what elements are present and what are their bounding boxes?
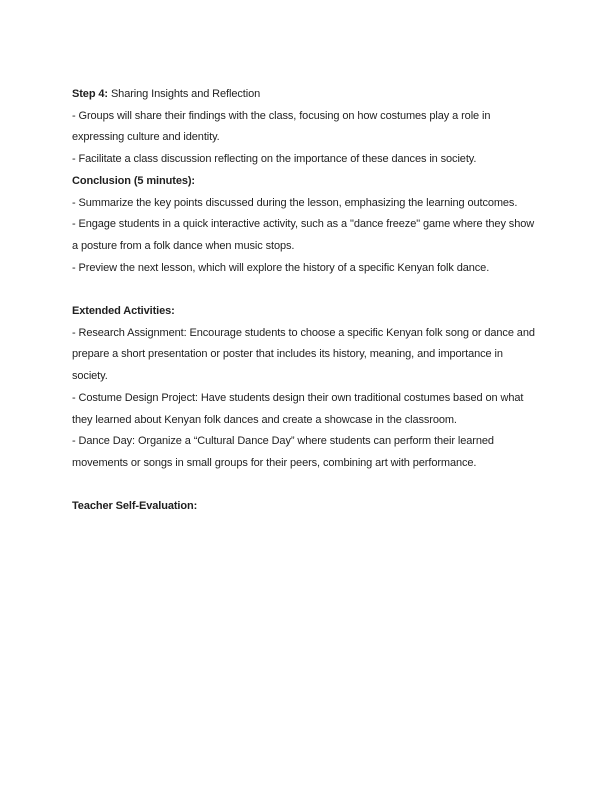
body-line — [72, 366, 540, 388]
body-line — [72, 344, 540, 366]
body-line — [72, 127, 540, 149]
body-line — [72, 410, 540, 432]
text-run: - Summarize the key points discussed during the lesson, emphasizing the learning outcomes. — [72, 196, 518, 209]
text-run: prepare a short presentation or poster that includes its history, meaning, and importance in — [72, 348, 503, 361]
text-run: - Groups will share their findings with the class, focusing on how costumes play a role in — [72, 109, 491, 122]
text-run: - Dance Day: Organize a “Cultural Dance Day” where students can perform their learned — [72, 435, 494, 448]
body-line — [72, 453, 540, 475]
blank-line — [72, 279, 540, 301]
body-line — [72, 236, 540, 258]
text-run: Sharing Insights and Reflection — [107, 88, 261, 100]
bold-text-run: Teacher Self-Evaluation: — [72, 500, 198, 513]
blank-line — [72, 475, 540, 497]
text-run: - Engage students in a quick interactive activity, such as a "dance freeze" game where they show — [72, 218, 535, 231]
text-run: - Facilitate a class discussion reflecting on the importance of these dances in society. — [72, 153, 477, 166]
text-run: expressing culture and identity. — [72, 131, 220, 144]
bold-text-run: Extended Activities: — [72, 305, 175, 318]
lesson-plan-text-block — [72, 84, 540, 518]
body-line — [72, 149, 540, 171]
text-run: society. — [72, 370, 108, 383]
text-run: - Research Assignment: Encourage students to choose a specific Kenyan folk song or dance and — [72, 326, 535, 339]
step4-heading-line — [72, 84, 540, 106]
text-run: they learned about Kenyan folk dances and create a showcase in the classroom. — [72, 413, 457, 426]
extended-activities-heading-line — [72, 301, 540, 323]
text-run: - Costume Design Project: Have students design their own traditional costumes based on what — [72, 391, 524, 404]
body-line — [72, 323, 540, 345]
conclusion-heading-line — [72, 171, 540, 193]
teacher-self-evaluation-heading-line — [72, 496, 540, 518]
body-line — [72, 388, 540, 410]
text-run: movements or songs in small groups for their peers, combining art with performance. — [72, 456, 477, 469]
bold-text-run: Conclusion (5 minutes): — [72, 174, 195, 187]
text-run: a posture from a folk dance when music stops. — [72, 239, 295, 252]
body-line — [72, 431, 540, 453]
body-line — [72, 214, 540, 236]
body-line — [72, 193, 540, 215]
bold-text-run: Step 4: — [72, 88, 108, 100]
text-run: - Preview the next lesson, which will explore the history of a specific Kenyan folk dance. — [72, 261, 490, 274]
body-line — [72, 106, 540, 128]
body-line — [72, 258, 540, 280]
